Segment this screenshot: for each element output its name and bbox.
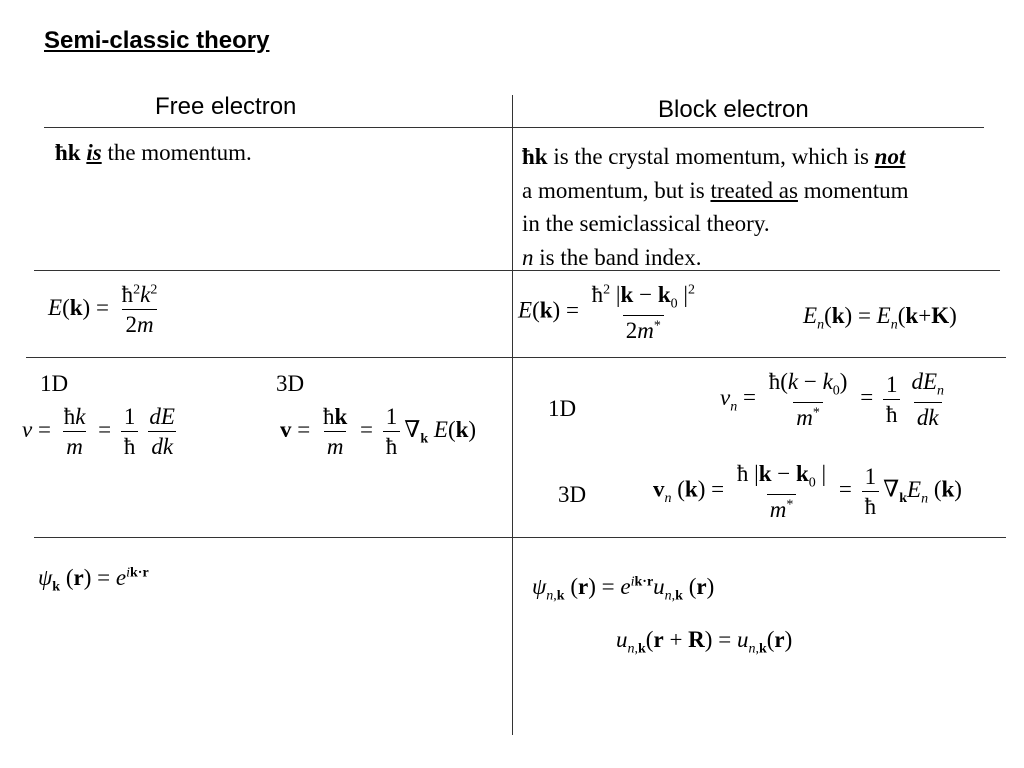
- page-title: Semi-classic theory: [44, 27, 270, 54]
- bloch-3d-label: 3D: [558, 482, 587, 507]
- free-3d-label: 3D: [276, 371, 305, 396]
- hbar-k-symbol: ħk: [55, 140, 81, 165]
- row-divider-3: [34, 537, 1006, 538]
- column-header-free-electron: Free electron: [155, 93, 297, 120]
- bloch-wavefunction-equation: $\psi_{n,k}$ $(r) = e^{ik\cdot r}u_{n,k}$ (r): [532, 574, 715, 604]
- free-1d-label: 1D: [40, 371, 69, 396]
- not-emphasis: not: [874, 144, 906, 169]
- bloch-momentum-text: [522, 140, 908, 274]
- bloch-line-3: in the semiclassical theory.: [522, 211, 770, 236]
- crystal-momentum-text: is the crystal momentum, which is: [553, 144, 869, 169]
- header-divider: [44, 127, 984, 128]
- bloch-line-4: [522, 241, 908, 275]
- momentum-word: momentum: [803, 177, 909, 203]
- hbar-k-symbol: ħk: [522, 144, 548, 169]
- n-symbol: n: [522, 244, 534, 270]
- free-momentum-text: [55, 140, 252, 166]
- column-divider: [512, 95, 513, 735]
- free-energy-equation: E(k) = $\frac{ħ^2k^2}{2m}$: [48, 282, 158, 337]
- free-1d-velocity-equation: v = $\frac{ħk}{m}$ = $\frac{1}{ħ}$ $\frac{dE}{dk}$: [22, 404, 175, 459]
- bloch-line-1: [522, 140, 908, 174]
- row-divider-2: [26, 357, 1006, 358]
- bloch-3d-velocity-equation: $v_n$ (k) = $\frac{ħ |k - k_0 |}{m^*}$ = $\frac{1}{ħ}$ $\nabla_kE_n$ (k): [653, 461, 962, 522]
- free-3d-velocity-equation: v = $\frac{ħk}{m}$ = $\frac{1}{ħ}$ $\nabla_k$ E(k): [280, 404, 477, 459]
- bloch-1d-velocity-equation: $v_n$ = $\frac{ħ(k - k_0)}{m^*}$ = $\frac{1}{ħ}$ $\frac{dE_n}{dk}$: [720, 369, 945, 430]
- is-emphasis: is: [86, 140, 102, 165]
- treated-as-underlined: treated as: [710, 177, 798, 203]
- column-header-block-electron: Block electron: [658, 96, 809, 123]
- bloch-1d-label: 1D: [548, 396, 577, 421]
- momentum-text: the momentum.: [107, 140, 252, 165]
- band-index-text: is the band index.: [539, 244, 702, 270]
- free-wavefunction-equation: $\psi_k$ $(r) = e^{ik\cdot r}$: [38, 565, 149, 595]
- but-is-text: a momentum, but is: [522, 177, 705, 203]
- band-periodicity-equation: $E_n(k) = E_n(k+K)$: [803, 303, 957, 333]
- bloch-periodic-function-equation: $u_{n,k}(r + R) = u_{n,k}(r)$: [616, 627, 793, 657]
- bloch-energy-equation: E(k) = $\frac{ħ^2 |k - k_0 |^2}{2m^*}$: [518, 282, 695, 343]
- bloch-line-2: [522, 174, 908, 208]
